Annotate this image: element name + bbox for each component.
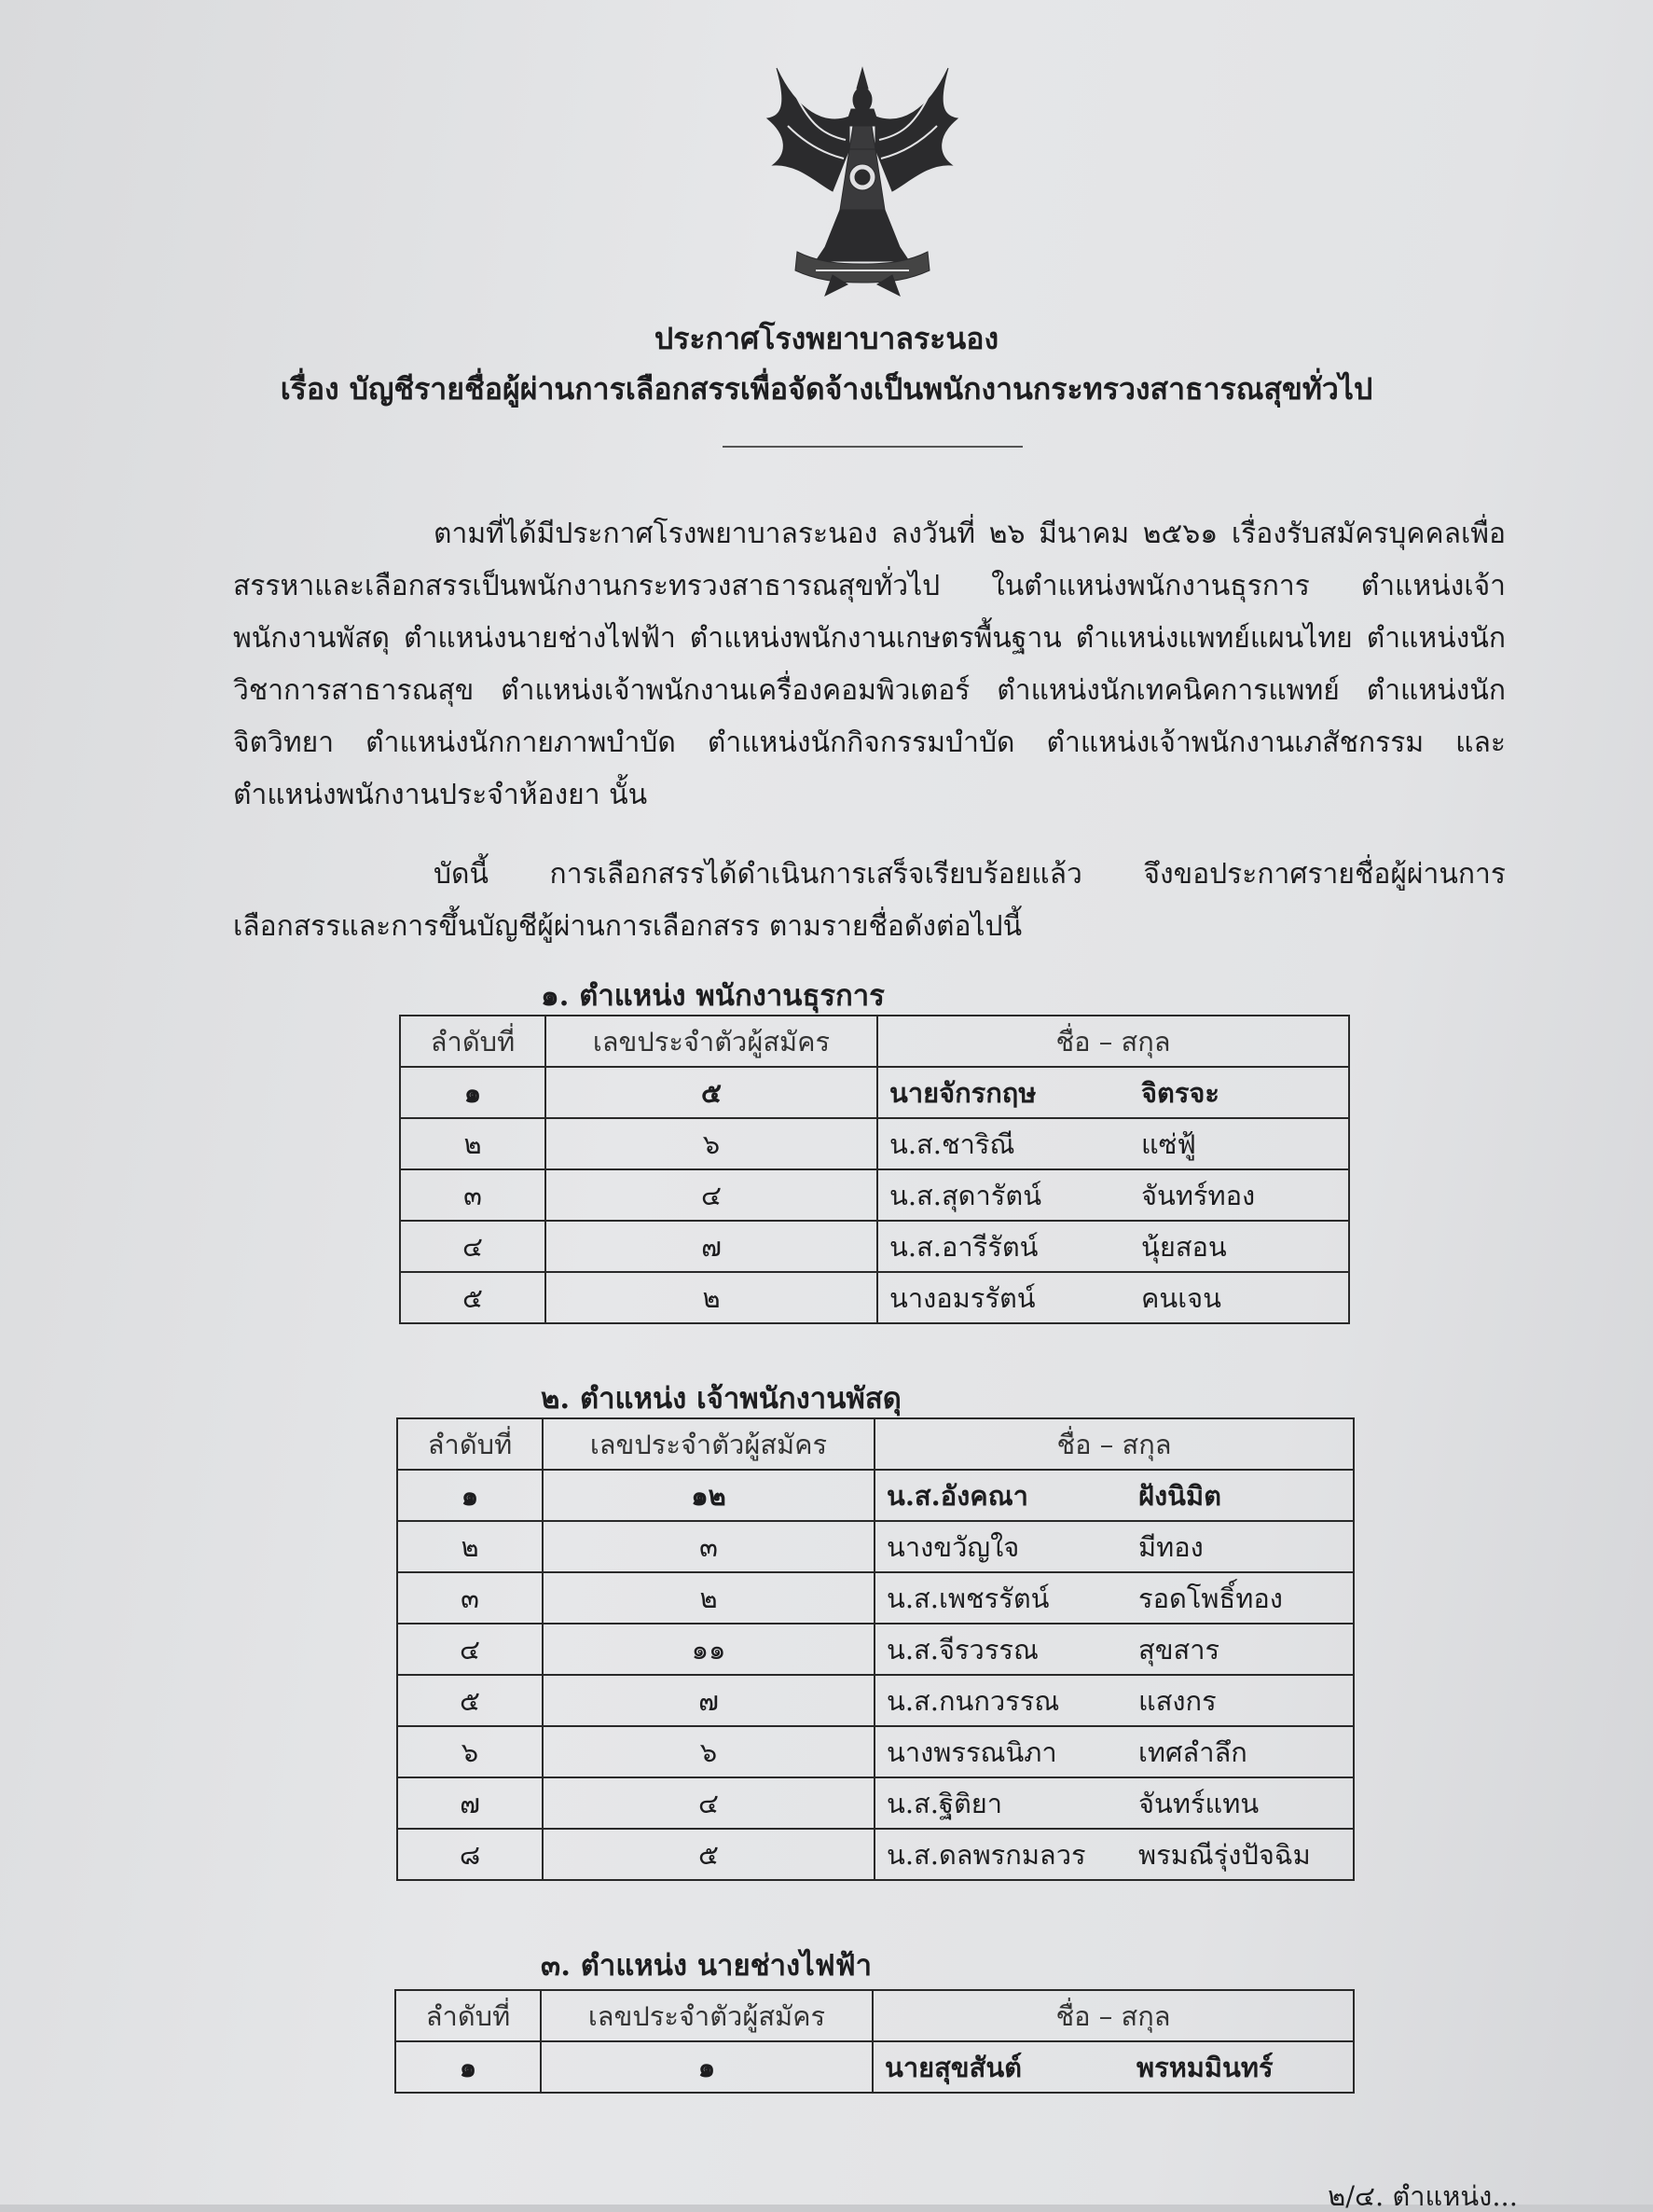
order-cell: ๔	[400, 1221, 545, 1272]
col-name-header: ชื่อ – สกุล	[873, 1990, 1354, 2041]
applicant-cell: ๗	[545, 1221, 877, 1272]
order-cell: ๒	[397, 1521, 543, 1572]
applicant-cell: ๔	[545, 1169, 877, 1221]
last-name: สุขสาร	[1138, 1633, 1220, 1666]
first-name: น.ส.ชาริณี	[889, 1127, 1015, 1160]
name-cell	[875, 1675, 1354, 1726]
first-name: นางขวัญใจ	[887, 1530, 1020, 1563]
section-title-3: ๓. ตำแหน่ง นายช่างไฟฟ้า	[541, 1949, 873, 1983]
col-applicant-header: เลขประจำตัวผู้สมัคร	[543, 1418, 875, 1470]
garuda-emblem-icon	[760, 61, 965, 298]
name-cell	[875, 1829, 1354, 1880]
last-name: ฝังนิมิต	[1138, 1479, 1221, 1512]
announcement-subject: เรื่อง บัญชีรายชื่อผู้ผ่านการเลือกสรรเพื่อจัดจ้างเป็นพนักงานกระทรวงสาธารณสุขทั่วไป	[280, 371, 1373, 407]
announcement-title: ประกาศโรงพยาบาลระนอง	[654, 321, 999, 356]
name-cell	[877, 1118, 1349, 1169]
name-cell	[875, 1521, 1354, 1572]
table-header-row	[400, 1016, 1349, 1067]
table-header-row	[395, 1990, 1354, 2041]
table-row	[400, 1067, 1349, 1118]
first-name: นายสุขสันต์	[885, 2051, 1022, 2083]
name-cell	[875, 1726, 1354, 1777]
order-cell: ๑	[397, 1470, 543, 1521]
first-name: น.ส.เพชรรัตน์	[887, 1582, 1050, 1614]
first-name: นางพรรณนิภา	[887, 1735, 1057, 1768]
table-row	[400, 1169, 1349, 1221]
name-cell	[873, 2041, 1354, 2093]
name-cell	[875, 1624, 1354, 1675]
result-paragraph: บัดนี้ การเลือกสรรได้ดำเนินการเสร็จเรียบร้อยแล้ว จึงขอประกาศรายชื่อผู้ผ่านการเลือกสรรและการขึ้นบัญชีผู้ผ่านการเลือกสรร ตามรายชื่อดังต่อไปนี้	[233, 858, 1506, 943]
applicant-cell: ๖	[543, 1726, 875, 1777]
table-row	[397, 1572, 1354, 1624]
section-title-2: ๒. ตำแหน่ง เจ้าพนักงานพัสดุ	[541, 1382, 902, 1416]
last-name: เทศลำลึก	[1138, 1735, 1247, 1768]
col-order-header: ลำดับที่	[395, 1990, 541, 2041]
results-table-3	[394, 1989, 1355, 2094]
first-name: น.ส.ฐิติยา	[887, 1787, 1003, 1819]
first-name: น.ส.อังคณา	[887, 1479, 1028, 1512]
first-name: น.ส.สุดารัตน์	[889, 1179, 1042, 1211]
last-name: จันทร์ทอง	[1141, 1179, 1256, 1211]
applicant-cell: ๑๒	[543, 1470, 875, 1521]
applicant-cell: ๑๑	[543, 1624, 875, 1675]
applicant-cell: ๓	[543, 1521, 875, 1572]
last-name: คนเจน	[1141, 1281, 1221, 1314]
title-divider	[723, 446, 1023, 448]
section-title-1: ๑. ตำแหน่ง พนักงานธุรการ	[541, 979, 885, 1013]
last-name: จันทร์แทน	[1138, 1787, 1260, 1819]
table-row	[397, 1624, 1354, 1675]
applicant-cell: ๑	[541, 2041, 873, 2093]
results-table-1	[399, 1015, 1350, 1324]
intro-paragraph: ตามที่ได้มีประกาศโรงพยาบาลระนอง ลงวันที่ ๒๖ มีนาคม ๒๕๖๑ เรื่องรับสมัครบุคคลเพื่อสรรหาและเลือกสรรเป็นพนักงานกระทรวงสาธารณสุขทั่วไป ในตำแหน่งพนักงานธุรการ ตำแหน่งเจ้าพนักงานพัสดุ ตำแหน่งนายช่างไฟฟ้า ตำแหน่งพนักงานเกษตรพื้นฐาน ตำแหน่งแพทย์แผนไทย ตำแหน่งนักวิชาการสาธารณสุข ตำแหน่งเจ้าพนักงานเครื่องคอมพิวเตอร์ ตำแหน่งนักเทคนิคการแพทย์ ตำแหน่งนักจิตวิทยา ตำแหน่งนักกายภาพบำบัด ตำแหน่งนักกิจกรรมบำบัด ตำแหน่งเจ้าพนักงานเภสัชกรรม และตำแหน่งพนักงานประจำห้องยา นั้น	[233, 518, 1506, 811]
table-header-row	[397, 1418, 1354, 1470]
name-cell	[877, 1169, 1349, 1221]
table-row	[400, 1118, 1349, 1169]
order-cell: ๖	[397, 1726, 543, 1777]
table-row	[397, 1675, 1354, 1726]
name-cell	[875, 1777, 1354, 1829]
applicant-cell: ๕	[543, 1829, 875, 1880]
col-order-header: ลำดับที่	[397, 1418, 543, 1470]
applicant-cell: ๒	[543, 1572, 875, 1624]
first-name: น.ส.อารีรัตน์	[889, 1230, 1039, 1263]
last-name: มีทอง	[1138, 1530, 1204, 1563]
last-name: นุ้ยสอน	[1141, 1230, 1227, 1263]
col-applicant-header: เลขประจำตัวผู้สมัคร	[545, 1016, 877, 1067]
order-cell: ๒	[400, 1118, 545, 1169]
first-name: นายจักรกฤษ	[889, 1076, 1037, 1109]
last-name: พรมณีรุ่งปัจฉิม	[1138, 1838, 1311, 1871]
col-name-header: ชื่อ – สกุล	[877, 1016, 1349, 1067]
table-row	[397, 1726, 1354, 1777]
table-row	[395, 2041, 1354, 2093]
applicant-cell: ๒	[545, 1272, 877, 1323]
first-name: น.ส.ดลพรกมลวร	[887, 1838, 1086, 1871]
first-name: นางอมรรัตน์	[889, 1281, 1036, 1314]
applicant-cell: ๔	[543, 1777, 875, 1829]
name-cell	[877, 1067, 1349, 1118]
order-cell: ๕	[400, 1272, 545, 1323]
results-table-2	[396, 1417, 1355, 1881]
table-row	[397, 1777, 1354, 1829]
name-cell	[877, 1221, 1349, 1272]
first-name: น.ส.กนกวรรณ	[887, 1684, 1060, 1717]
applicant-cell: ๕	[545, 1067, 877, 1118]
order-cell: ๔	[397, 1624, 543, 1675]
col-order-header: ลำดับที่	[400, 1016, 545, 1067]
name-cell	[875, 1572, 1354, 1624]
last-name: จิตรจะ	[1141, 1076, 1219, 1109]
order-cell: ๕	[397, 1675, 543, 1726]
last-name: แซ่ฟู้	[1141, 1127, 1196, 1160]
table-row	[397, 1829, 1354, 1880]
last-name: แสงกร	[1138, 1684, 1217, 1717]
table-row	[400, 1221, 1349, 1272]
applicant-cell: ๖	[545, 1118, 877, 1169]
table-row	[397, 1521, 1354, 1572]
name-cell	[875, 1470, 1354, 1521]
last-name: รอดโพธิ์ทอง	[1138, 1582, 1283, 1614]
col-name-header: ชื่อ – สกุล	[875, 1418, 1354, 1470]
order-cell: ๓	[400, 1169, 545, 1221]
table-row	[400, 1272, 1349, 1323]
order-cell: ๓	[397, 1572, 543, 1624]
order-cell: ๑	[400, 1067, 545, 1118]
table-row	[397, 1470, 1354, 1521]
order-cell: ๘	[397, 1829, 543, 1880]
col-applicant-header: เลขประจำตัวผู้สมัคร	[541, 1990, 873, 2041]
first-name: น.ส.จีรวรรณ	[887, 1633, 1039, 1666]
name-cell	[877, 1272, 1349, 1323]
applicant-cell: ๗	[543, 1675, 875, 1726]
order-cell: ๗	[397, 1777, 543, 1829]
page-continuation: ๒/๔. ตำแหน่ง...	[1328, 2180, 1518, 2212]
last-name: พรหมมินทร์	[1136, 2051, 1274, 2083]
order-cell: ๑	[395, 2041, 541, 2093]
